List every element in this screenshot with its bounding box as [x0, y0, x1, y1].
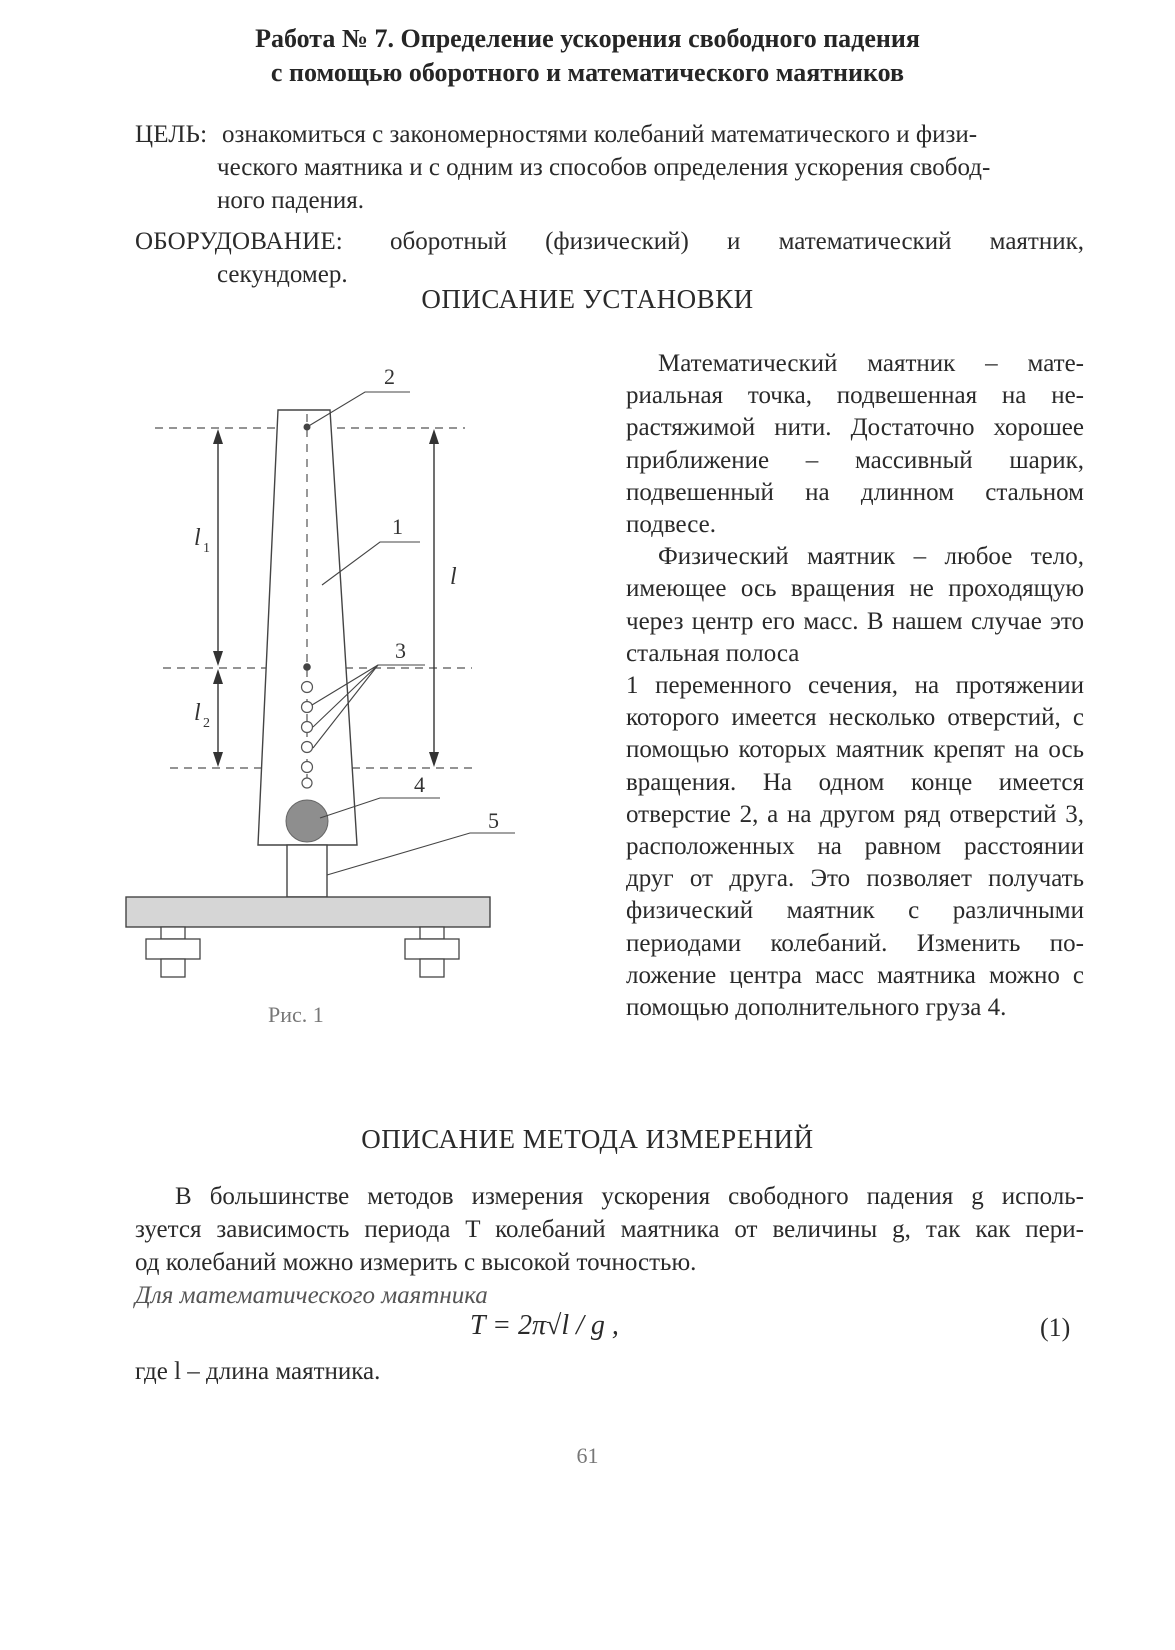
method-line-2: зуется зависимость периода T колебаний маятника от величины g, так как пери-	[135, 1216, 1084, 1243]
hole-3-filled	[303, 663, 311, 671]
label-l2-subscript: 2	[203, 716, 210, 731]
figure-caption: Рис. 1	[268, 1002, 324, 1027]
equipment-line-1: оборотный (физический) и математический маятник,	[390, 228, 1084, 255]
section-heading-method: ОПИСАНИЕ МЕТОДА ИЗМЕРЕНИЙ	[361, 1124, 814, 1154]
math-pendulum-heading: Для математического маятника	[135, 1282, 488, 1309]
label-4: 4	[414, 772, 425, 797]
equation-number: (1)	[1040, 1313, 1071, 1342]
equipment-label: ОБОРУДОВАНИЕ:	[135, 228, 343, 255]
left-foot	[161, 927, 185, 939]
goal-line-3: ного падения.	[217, 187, 365, 214]
left-foot-bottom	[161, 959, 185, 977]
hole-3	[302, 742, 313, 753]
left-foot-nut	[146, 939, 200, 959]
label-3: 3	[395, 638, 406, 663]
stand-post	[287, 845, 327, 897]
description-paragraph-3: 1 переменного сечения, на протяжении которого имеется несколько отверстий, с помощью которых маятник крепят на ось вращения. На одном конце имеется отверстие 2, а на другом ряд отверстий 3, расположенных на равном расстоянии друг от друга. Это позволяет получать физический маятник с различными периодами колебаний. Изменить положение центра масс маятника можно с помощью дополнительного груза 4.	[626, 672, 1084, 1022]
goal-label: ЦЕЛЬ:	[135, 121, 208, 148]
method-line-3: од колебаний можно измерить с высокой точностью.	[135, 1249, 697, 1276]
right-foot-nut	[405, 939, 459, 959]
label-2: 2	[384, 364, 395, 389]
method-line-1: В большинстве методов измерения ускорения свободного падения g исполь-	[175, 1183, 1084, 1210]
page-title-line-1: Работа № 7. Определение ускорения свободного падения	[255, 24, 920, 53]
section-heading-setup: ОПИСАНИЕ УСТАНОВКИ	[421, 284, 754, 314]
stand-base	[126, 897, 490, 927]
right-foot	[420, 927, 444, 939]
label-1: 1	[392, 514, 403, 539]
hole-3	[302, 682, 313, 693]
formula-where: где l – длина маятника.	[135, 1358, 381, 1385]
right-foot-bottom	[420, 959, 444, 977]
hole-3	[302, 722, 313, 733]
hole-3	[302, 702, 313, 713]
goal-line-1: ознакомиться с закономерностями колебаний математического и физи-	[222, 121, 978, 148]
formula-period: T = 2π√l / g ,	[470, 1310, 619, 1341]
equipment-line-2: секундомер.	[217, 261, 348, 288]
pendulum-figure	[0, 340, 600, 1060]
hole-3	[302, 762, 313, 773]
description-paragraph-2: Физический маятник – любое тело, имеющее ось вращения не проходящую через центр его масс. В нашем случае это стальная полоса	[626, 543, 1084, 667]
label-l2: l	[194, 700, 201, 726]
label-5: 5	[488, 808, 499, 833]
label-l1: l	[194, 525, 201, 551]
page-title-line-2: с помощью оборотного и математического маятников	[270, 58, 905, 87]
description-paragraph-1: Математический маятник – материальная точка, подвешенная на нерастяжимой нити. Достаточно хорошее приближение – массивный шарик, подвешенный на длинном стальном подвесе.	[626, 350, 1084, 539]
hole-3	[302, 778, 312, 788]
label-l: l	[450, 564, 457, 590]
goal-line-2: ческого маятника и с одним из способов определения ускорения свобод-	[217, 154, 991, 181]
weight-4	[286, 800, 328, 842]
setup-description	[626, 348, 1084, 1024]
label-l1-subscript: 1	[203, 541, 210, 556]
page-number: 61	[576, 1443, 599, 1468]
